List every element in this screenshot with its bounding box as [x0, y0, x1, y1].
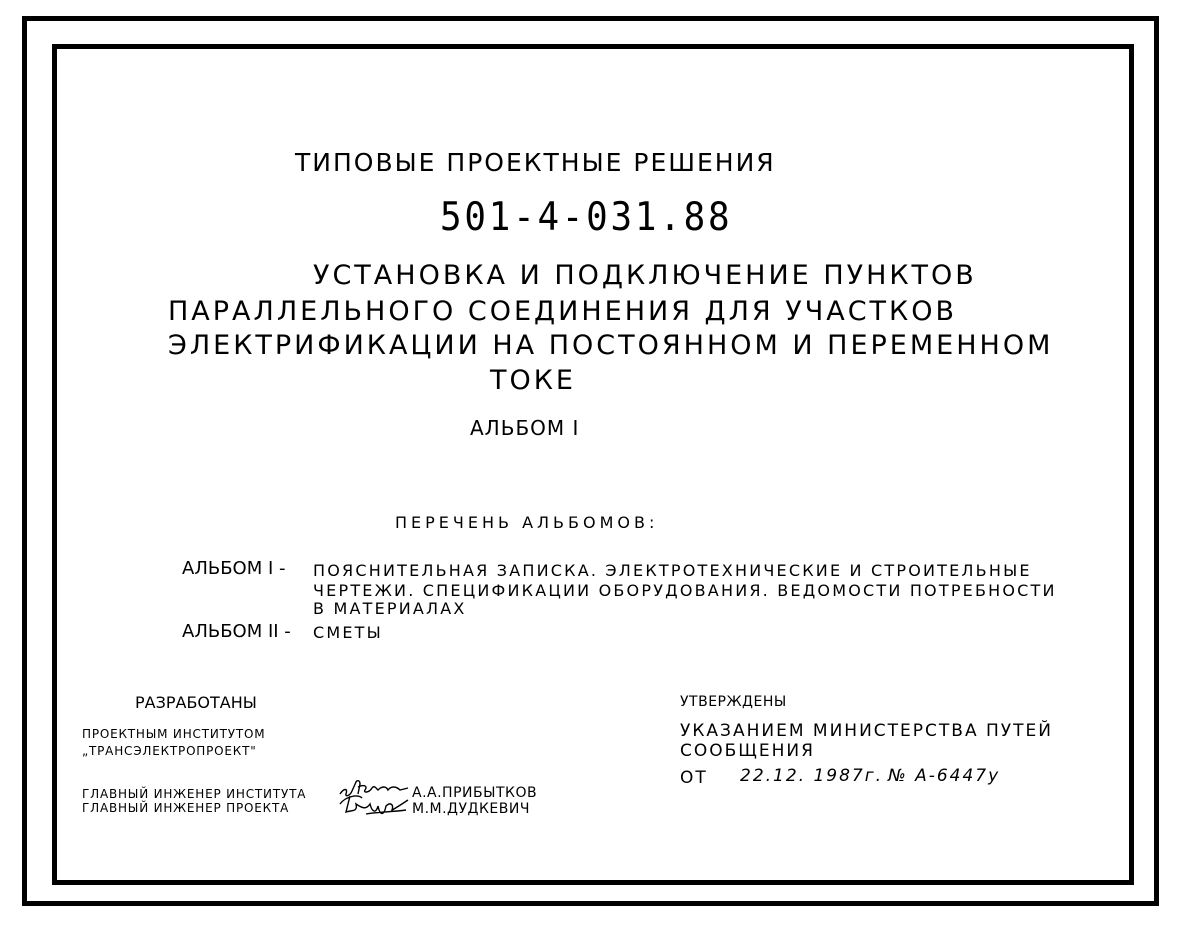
- album-2-line-1: СМЕТЫ: [313, 623, 383, 642]
- chief-engineer-project-role: ГЛАВНЫЙ ИНЖЕНЕР ПРОЕКТА: [82, 801, 290, 815]
- developed-by: ПРОЕКТНЫМ ИНСТИТУТОМ: [82, 727, 266, 741]
- title-line-3: ЭЛЕКТРИФИКАЦИИ НА ПОСТОЯННОМ И ПЕРЕМЕННОМ: [168, 330, 1054, 361]
- document-code: 501-4-031.88: [440, 195, 733, 240]
- approved-line-2: СООБЩЕНИЯ: [680, 741, 815, 761]
- title-line-4: ТОКЕ: [490, 365, 576, 396]
- approval-date: 22.12. 1987г.: [740, 766, 884, 786]
- album-1-label: АЛЬБОМ I -: [182, 558, 286, 579]
- developed-heading: РАЗРАБОТАНЫ: [135, 693, 257, 712]
- album-list-heading: ПЕРЕЧЕНЬ АЛЬБОМОВ:: [395, 513, 659, 532]
- approved-heading: УТВЕРЖДЕНЫ: [680, 694, 787, 710]
- series-title: ТИПОВЫЕ ПРОЕКТНЫЕ РЕШЕНИЯ: [295, 148, 776, 177]
- album-1-line-3: В МАТЕРИАЛАХ: [313, 599, 467, 618]
- album-1-line-1: ПОЯСНИТЕЛЬНАЯ ЗАПИСКА. ЭЛЕКТРОТЕХНИЧЕСКИЕ И СТРОИТЕЛЬНЫЕ: [313, 561, 1032, 580]
- title-line-1: УСТАНОВКА И ПОДКЛЮЧЕНИЕ ПУНКТОВ: [313, 260, 977, 291]
- signature-2: [336, 790, 412, 818]
- developer-organization: „ТРАНСЭЛЕКТРОПРОЕКТ": [82, 744, 257, 758]
- album-1-line-2: ЧЕРТЕЖИ. СПЕЦИФИКАЦИИ ОБОРУДОВАНИЯ. ВЕДОМОСТИ ПОТРЕБНОСТИ: [313, 581, 1057, 600]
- approved-line-1: УКАЗАНИЕМ МИНИСТЕРСТВА ПУТЕЙ: [680, 721, 1053, 741]
- album-2-label: АЛЬБОМ II -: [182, 621, 291, 642]
- album-number: АЛЬБОМ I: [470, 416, 580, 440]
- approval-number: № А-6447у: [888, 766, 1001, 786]
- title-line-2: ПАРАЛЛЕЛЬНОГО СОЕДИНЕНИЯ ДЛЯ УЧАСТКОВ: [168, 296, 957, 327]
- approved-from-label: ОТ: [680, 768, 708, 788]
- chief-engineer-institute-role: ГЛАВНЫЙ ИНЖЕНЕР ИНСТИТУТА: [82, 787, 307, 801]
- chief-engineer-institute-name: А.А.ПРИБЫТКОВ: [412, 785, 538, 801]
- chief-engineer-project-name: М.М.ДУДКЕВИЧ: [412, 801, 530, 817]
